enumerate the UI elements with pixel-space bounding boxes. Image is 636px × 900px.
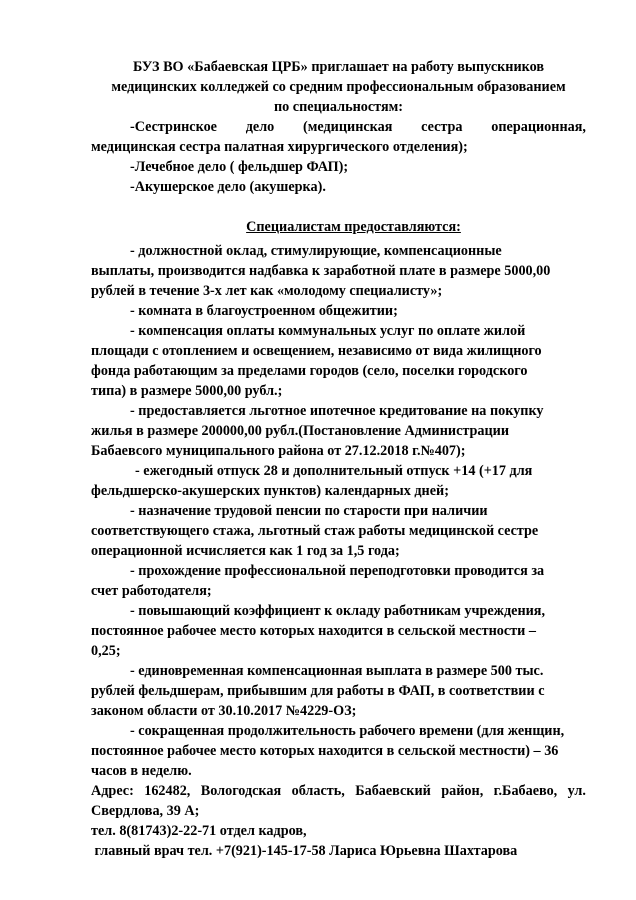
header-line: БУЗ ВО «Бабаевская ЦРБ» приглашает на работу выпускников [132,59,545,75]
word: операционная, [491,119,586,135]
benefit-line: - должностной оклад, стимулирующие, компенсационные [130,243,502,259]
word: г.Бабаево, [493,783,558,799]
word: Адрес: [91,783,134,799]
benefit-line: 0,25; [91,643,121,659]
benefit-item [91,321,586,401]
benefit-item [91,501,586,561]
benefits-list [91,241,586,781]
benefits-title: Специалистам предоставляются: [246,219,461,235]
word: (медицинская [303,119,393,135]
hr-phone: тел. 8(81743)2-22-71 отдел кадров, [91,823,307,839]
benefit-line: законом области от 30.10.2017 №4229-ОЗ; [91,703,357,719]
word: район, [441,783,484,799]
specialty-nursing-line1 [91,117,586,137]
benefit-item [91,561,586,601]
benefit-line: счет работодателя; [91,583,212,599]
benefit-line: соответствующего стажа, льготный стаж работы медицинской сестре [91,523,539,539]
benefit-line: - повышающий коэффициент к окладу работникам учреждения, [130,603,546,619]
word: 162482, [144,783,191,799]
benefit-line: - сокращенная продолжительность рабочего времени (для женщин, [130,723,565,739]
benefit-line: фельдшерско-акушерских пунктов) календарных дней; [91,483,449,499]
benefit-line: операционной исчисляется как 1 год за 1,5 года; [91,543,400,559]
benefit-line: - предоставляется льготное ипотечное кредитование на покупку [130,403,544,419]
specialty-medical: -Лечебное дело ( фельдшер ФАП); [130,159,349,175]
benefit-line: постоянное рабочее место которых находится в сельской местности – [91,623,536,639]
word: Вологодская [200,783,282,799]
word: -Сестринское [130,119,217,135]
contacts-block [91,781,586,861]
benefit-line: - компенсация оплаты коммунальных услуг по оплате жилой [130,323,526,339]
benefit-line: рублей в течение 3-х лет как «молодому специалисту»; [91,283,443,299]
header-line: медицинских колледжей со средним профессиональным образованием [111,79,566,95]
benefit-line: выплаты, производится надбавка к заработной плате в размере 5000,00 [91,263,551,279]
benefit-item [91,401,586,461]
header-block [91,57,586,117]
benefit-line: площади с отоплением и освещением, независимо от вида жилищного [91,343,542,359]
specialty-obstetrics: -Акушерское дело (акушерка). [130,179,326,195]
benefit-line: - комната в благоустроенном общежитии; [130,303,398,319]
benefit-item [91,241,586,301]
benefit-line: рублей фельдшерам, прибывшим для работы в ФАП, в соответствии с [91,683,545,699]
benefit-item [91,721,586,781]
benefit-item [91,301,586,321]
benefit-item [91,601,586,661]
word: Бабаевский [355,783,431,799]
address-line2: Свердлова, 39 А; [91,803,200,819]
header-line: по специальностям: [273,99,404,115]
benefit-line: Бабаевсого муниципального района от 27.12.2018 г.№407); [91,443,466,459]
benefit-line: постоянное рабочее место которых находится в сельской местности) – 36 [91,743,559,759]
specialty-nursing-line2: медицинская сестра палатная хирургического отделения); [91,139,468,155]
benefit-line: фонда работающим за пределами городов (село, поселки городского [91,363,528,379]
benefit-line: - единовременная компенсационная выплата в размере 500 тыс. [130,663,544,679]
benefit-line: - ежегодный отпуск 28 и дополнительный отпуск +14 (+17 для [135,463,533,479]
benefit-line: - прохождение профессиональной переподготовки проводится за [130,563,545,579]
word: ул. [567,783,586,799]
chief-doctor-phone: главный врач тел. +7(921)-145-17-58 Лариса Юрьевна Шахтарова [91,843,518,859]
specialties-list [91,117,586,197]
benefit-line: жилья в размере 200000,00 рубл.(Постановление Администрации [91,423,510,439]
benefit-item [91,661,586,721]
word: область, [291,783,345,799]
word: сестра [421,119,463,135]
word: дело [245,119,275,135]
benefit-item [91,461,586,501]
benefit-line: типа) в размере 5000,00 рубл.; [91,383,283,399]
benefit-line: - назначение трудовой пенсии по старости при наличии [130,503,488,519]
benefit-line: часов в неделю. [91,763,192,779]
address-line1 [91,781,586,801]
